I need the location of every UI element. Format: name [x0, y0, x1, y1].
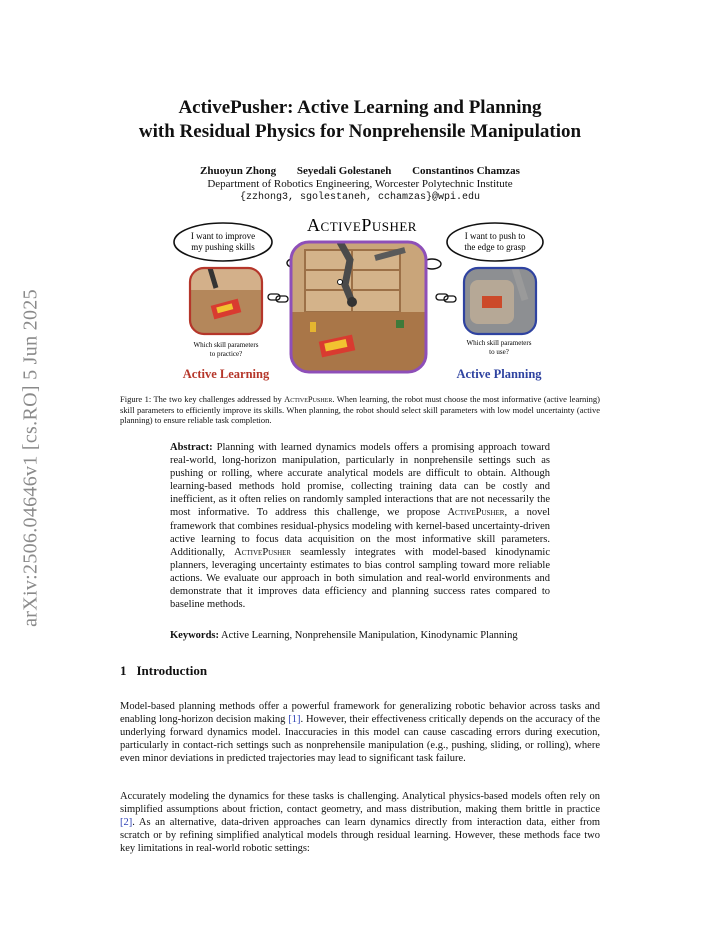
question-right-line-2: to use? — [489, 348, 509, 356]
abstract-label: Abstract: — [170, 442, 213, 453]
bubble-left-line-2: my pushing skills — [191, 242, 255, 252]
bubble-right-line-1: I want to push to — [464, 231, 526, 241]
affiliation: Department of Robotics Engineering, Worcester Polytechnic Institute — [207, 178, 513, 190]
teaser-figure — [170, 210, 555, 388]
link-icon — [268, 294, 288, 302]
question-right-line-1: Which skill parameters — [466, 339, 532, 347]
author-name: Constantinos Chamzas — [412, 165, 520, 177]
question-left-line-1: Which skill parameters — [193, 341, 259, 349]
paper-title — [100, 96, 620, 144]
author-name: Zhuoyun Zhong — [200, 165, 277, 177]
active-learning-label: Active Learning — [182, 367, 270, 381]
figure-caption: Figure 1: The two key challenges addressed by ActivePusher. When learning, the robot must choose the most informative (active learning) skill parameters to efficiently improve its skills. When planning, the robot should select skill parameters with low model uncertainty (active planning) to ensure reliable task completion. — [120, 394, 600, 425]
author-name: Seyedali Golestaneh — [296, 165, 392, 177]
keywords: Keywords: Active Learning, Nonprehensile Manipulation, Kinodynamic Planning — [170, 630, 518, 641]
author-block — [140, 165, 580, 204]
bubble-left-line-1: I want to improve — [190, 231, 256, 241]
robot-scene-photo — [291, 242, 426, 372]
learning-thumbnail — [190, 268, 262, 334]
author-names — [140, 165, 580, 178]
intro-paragraph-2: Accurately modeling the dynamics for these tasks is challenging. Analytical physics-based models often rely on simplified assumptions about friction, contact geometry, and mass distribution, making them brittle in practice [2]. As an alternative, data-driven approaches can learn dynamics directly from interaction data, either from scratch or by refining simplified analytical models through residual learning. However, these methods face two key limitations in real-world robotic settings: — [120, 791, 600, 855]
intro-paragraph-1: Model-based planning methods offer a powerful framework for generalizing robotic behavior across tasks and enabling long-horizon decision making [1]. However, their effectiveness critically depends on the accuracy of the underlying forward dynamics model. Inaccuracies in this model can cause cascading errors during execution, particularly in contact-rich settings such as nonprehensile manipulation (e.g., pushing, sliding, or rolling), where even minor deviations in predicted trajectories may lead to significant task failure. — [120, 701, 600, 765]
citation-link[interactable]: [2] — [120, 817, 133, 829]
link-icon — [436, 294, 456, 302]
bubble-right-line-2: the edge to grasp — [464, 242, 526, 252]
section-heading: 1 Introduction — [120, 663, 208, 678]
abstract: Abstract: Planning with learned dynamics models offers a promising approach toward real-world, long-horizon manipulation, particularly in nonprehensile settings such as pushing or rolling, where accurate analytical models are difficult to obtain. Although learning-based methods hold promise, collecting training data can be costly and inefficient, as it often relies on randomly sampled interactions that are not necessarily the most informative. To address this challenge, we propose ActivePusher, a novel framework that combines residual-physics modeling with kernel-based uncertainty-driven active learning to focus data acquisition on the most informative skill parameters. Additionally, ActivePusher seamlessly integrates with model-based kinodynamic planners, leveraging uncertainty estimates to bias control sampling toward more reliable actions. We evaluate our approach in both simulation and real-world environments and demonstrate that it improves data efficiency and planning success rates compared to baseline methods. — [170, 442, 550, 611]
title-line-1: ActivePusher: Active Learning and Planning — [178, 97, 542, 118]
author-emails: {zzhong3, sgolestaneh, cchamzas}@wpi.edu — [239, 192, 481, 203]
active-planning-label: Active Planning — [456, 367, 542, 381]
citation-link[interactable]: [1] — [288, 714, 301, 726]
planning-thumbnail — [464, 268, 536, 334]
figure-heading: ActivePusher — [307, 215, 417, 235]
question-left-line-2: to practice? — [209, 350, 243, 358]
arxiv-stamp: arXiv:2506.04646v1 [cs.RO] 5 Jun 2025 — [19, 289, 42, 627]
title-line-2: with Residual Physics for Nonprehensile Manipulation — [138, 121, 582, 142]
keywords-label: Keywords: — [170, 630, 219, 641]
